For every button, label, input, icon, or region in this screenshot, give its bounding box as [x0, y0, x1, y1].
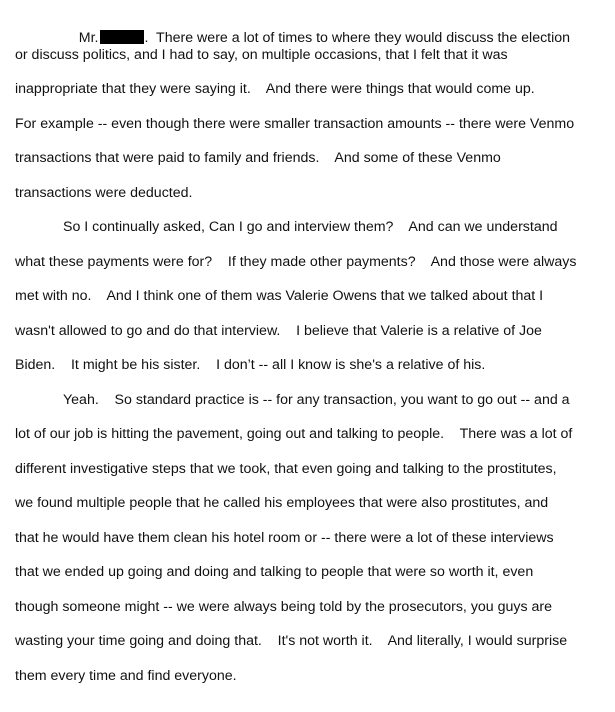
text-line: lot of our job is hitting the pavement, going out and talking to people. There was a lot of	[15, 426, 573, 442]
text-line: transactions were deducted.	[15, 185, 193, 201]
text-line: though someone might -- we were always being told by the prosecutors, you guys are	[15, 599, 553, 615]
line-prefix: Mr.	[78, 30, 99, 46]
text-line: them every time and find everyone.	[15, 668, 237, 684]
text-line: So I continually asked, Can I go and interview them? And can we understand	[63, 219, 558, 235]
text-line: inappropriate that they were saying it. And there were things that would come up.	[15, 81, 535, 97]
text-line: transactions that were paid to family and friends. And some of these Venmo	[15, 150, 501, 166]
text-line: what these payments were for? If they made other payments? And those were always	[15, 254, 577, 270]
line-suffix: . There were a lot of times to where they would discuss the election	[144, 30, 571, 46]
text-line: that we ended up going and doing and talking to people that were so worth it, even	[15, 564, 534, 580]
text-line: wasn't allowed to go and do that interview. I believe that Valerie is a relative of Joe	[15, 323, 542, 339]
text-line: wasting your time going and doing that. It's not worth it. And literally, I would surprise	[15, 633, 568, 649]
redaction-box	[100, 30, 144, 44]
text-line: For example -- even though there were smaller transaction amounts -- there were Venmo	[15, 116, 575, 132]
text-line: Biden. It might be his sister. I don’t -- all I know is she's a relative of his.	[15, 357, 486, 373]
text-line: different investigative steps that we took, that even going and talking to the prostitutes,	[15, 461, 557, 477]
text-line: Yeah. So standard practice is -- for any transaction, you want to go out -- and a	[63, 392, 570, 408]
text-line: or discuss politics, and I had to say, on multiple occasions, that I felt that it was	[15, 47, 508, 63]
text-line: that he would have them clean his hotel room or -- there were a lot of these interviews	[15, 530, 554, 546]
text-line: we found multiple people that he called his employees that were also prostitutes, and	[15, 495, 549, 511]
text-line: met with no. And I think one of them was Valerie Owens that we talked about that I	[15, 288, 544, 304]
